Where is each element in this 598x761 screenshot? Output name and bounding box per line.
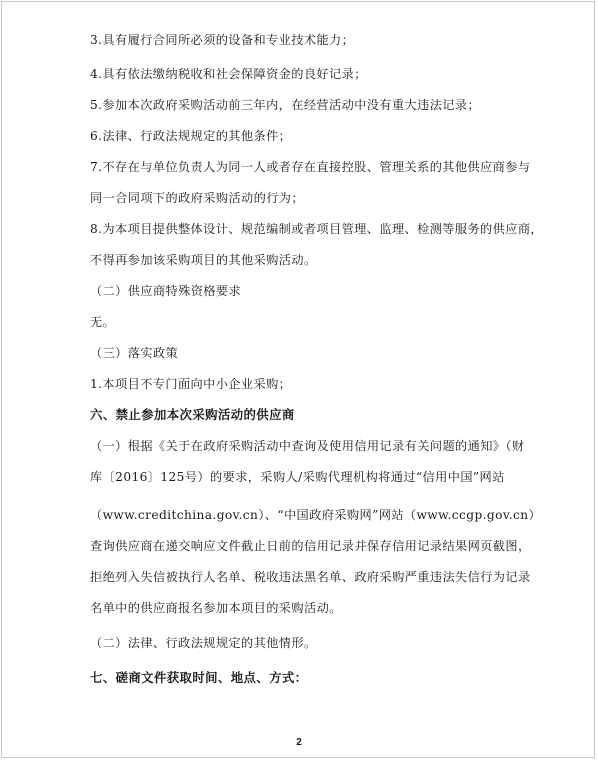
credit-paragraph-line-2: 库〔2016〕125号）的要求，采购人/采购代理机构将通过“信用中国”网站: [90, 470, 505, 484]
other-circumstances-item: （二）法律、行政法规规定的其他情形。: [90, 636, 317, 650]
requirement-item-6: 6.法律、行政法规规定的其他条件；: [90, 129, 292, 143]
requirement-item-8: 8.为本项目提供整体设计、规范编制或者项目管理、监理、检测等服务的供应商，: [90, 222, 543, 236]
credit-paragraph-line-6: 名单中的供应商报名参加本项目的采购活动。: [90, 601, 342, 615]
requirement-item-3: 3.具有履行合同所必须的设备和专业技术能力；: [90, 33, 355, 47]
special-qualification-text: 无。: [90, 315, 116, 329]
requirement-item-7: 7.不存在与单位负责人为同一人或者存在直接控股、管理关系的其他供应商参与: [90, 160, 531, 174]
special-qualification-heading: （二）供应商特殊资格要求: [90, 284, 242, 298]
policy-item-1: 1.本项目不专门面向中小企业采购；: [90, 377, 292, 391]
credit-paragraph-line-4: 查询供应商在递交响应文件截止日前的信用记录并保存信用记录结果网页截图，: [90, 539, 531, 553]
requirement-item-8-continued: 不得再参加该采购项目的其他采购活动。: [90, 253, 317, 267]
requirement-item-5: 5.参加本次政府采购活动前三年内，在经营活动中没有重大违法记录；: [90, 98, 481, 112]
section-six-heading: 六、禁止参加本次采购活动的供应商: [90, 407, 295, 422]
credit-paragraph-line-3: （www.creditchina.gov.cn）、“中国政府采购网”网站（www.ccgp.gov.cn）: [90, 508, 542, 522]
section-seven-heading: 七、磋商文件获取时间、地点、方式：: [90, 670, 308, 685]
page-number: 2: [296, 737, 302, 748]
credit-paragraph-line-1: （一）根据《关于在政府采购活动中查询及使用信用记录有关问题的通知》（财: [90, 439, 525, 453]
requirement-item-7-continued: 同一合同项下的政府采购活动的行为；: [90, 191, 304, 205]
policy-heading: （三）落实政策: [90, 346, 179, 360]
credit-paragraph-line-5: 拒绝列入失信被执行人名单、税收违法黑名单、政府采购严重违法失信行为记录: [90, 570, 531, 584]
document-page: [1, 1, 595, 758]
requirement-item-4: 4.具有依法缴纳税收和社会保障资金的良好记录；: [90, 67, 367, 81]
